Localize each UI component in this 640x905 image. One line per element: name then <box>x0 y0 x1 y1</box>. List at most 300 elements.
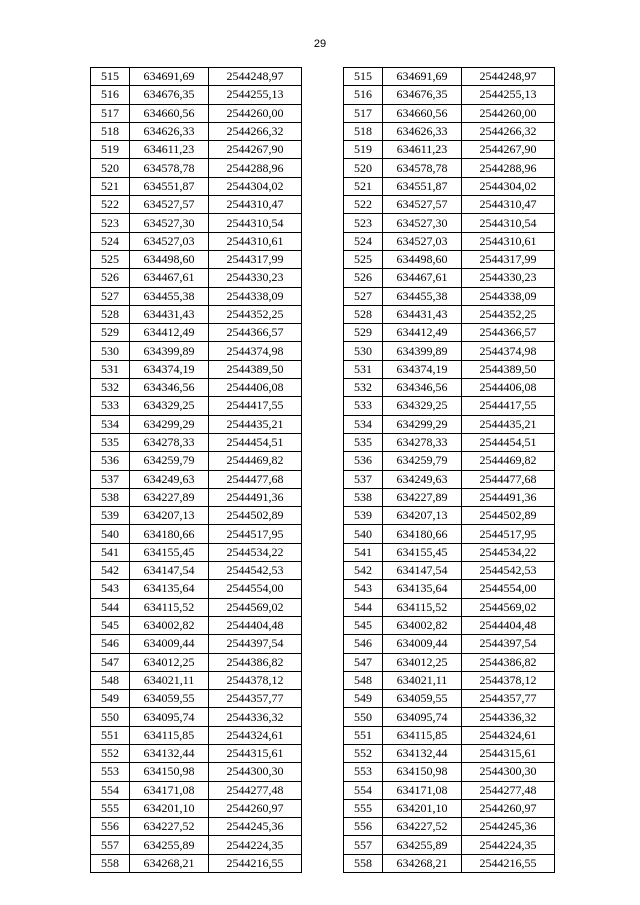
table-row <box>91 653 302 671</box>
x-coordinate-cell: 634255,89 <box>383 836 462 854</box>
x-coordinate-cell: 634259,79 <box>383 452 462 470</box>
x-coordinate-cell: 634527,57 <box>130 196 209 214</box>
table-row <box>91 232 302 250</box>
point-number-cell: 534 <box>344 415 383 433</box>
table-row <box>344 799 555 817</box>
point-number-cell: 546 <box>91 635 130 653</box>
table-row <box>91 305 302 323</box>
table-row <box>91 470 302 488</box>
table-row <box>91 836 302 854</box>
y-coordinate-cell: 2544255,13 <box>462 86 555 104</box>
x-coordinate-cell: 634255,89 <box>130 836 209 854</box>
table-row <box>344 305 555 323</box>
x-coordinate-cell: 634150,98 <box>383 763 462 781</box>
y-coordinate-cell: 2544315,61 <box>209 744 302 762</box>
x-coordinate-cell: 634021,11 <box>383 671 462 689</box>
y-coordinate-cell: 2544374,98 <box>209 342 302 360</box>
y-coordinate-cell: 2544317,99 <box>462 250 555 268</box>
table-row <box>344 470 555 488</box>
table-row <box>91 562 302 580</box>
point-number-cell: 518 <box>344 122 383 140</box>
point-number-cell: 541 <box>344 543 383 561</box>
point-number-cell: 547 <box>344 653 383 671</box>
x-coordinate-cell: 634132,44 <box>130 744 209 762</box>
table-row <box>344 177 555 195</box>
point-number-cell: 551 <box>344 726 383 744</box>
x-coordinate-cell: 634431,43 <box>130 305 209 323</box>
table-row <box>91 616 302 634</box>
table-row <box>344 86 555 104</box>
point-number-cell: 540 <box>91 525 130 543</box>
table-row <box>91 86 302 104</box>
y-coordinate-cell: 2544502,89 <box>462 507 555 525</box>
table-row <box>91 690 302 708</box>
point-number-cell: 549 <box>91 690 130 708</box>
x-coordinate-cell: 634180,66 <box>383 525 462 543</box>
x-coordinate-cell: 634012,25 <box>383 653 462 671</box>
table-row <box>91 799 302 817</box>
point-number-cell: 541 <box>91 543 130 561</box>
x-coordinate-cell: 634259,79 <box>130 452 209 470</box>
y-coordinate-cell: 2544267,90 <box>462 141 555 159</box>
point-number-cell: 537 <box>91 470 130 488</box>
point-number-cell: 515 <box>344 68 383 86</box>
y-coordinate-cell: 2544324,61 <box>462 726 555 744</box>
point-number-cell: 516 <box>91 86 130 104</box>
table-row <box>344 781 555 799</box>
table-row <box>91 397 302 415</box>
x-coordinate-cell: 634346,56 <box>383 379 462 397</box>
x-coordinate-cell: 634115,52 <box>383 598 462 616</box>
x-coordinate-cell: 634455,38 <box>383 287 462 305</box>
point-number-cell: 525 <box>344 250 383 268</box>
point-number-cell: 549 <box>344 690 383 708</box>
x-coordinate-cell: 634059,55 <box>130 690 209 708</box>
point-number-cell: 554 <box>344 781 383 799</box>
x-coordinate-cell: 634147,54 <box>130 562 209 580</box>
x-coordinate-cell: 634268,21 <box>130 854 209 872</box>
x-coordinate-cell: 634171,08 <box>130 781 209 799</box>
table-row <box>344 598 555 616</box>
point-number-cell: 531 <box>91 360 130 378</box>
table-row <box>344 653 555 671</box>
x-coordinate-cell: 634155,45 <box>130 543 209 561</box>
y-coordinate-cell: 2544245,36 <box>209 818 302 836</box>
y-coordinate-cell: 2544491,36 <box>462 488 555 506</box>
y-coordinate-cell: 2544554,00 <box>209 580 302 598</box>
table-row <box>91 104 302 122</box>
y-coordinate-cell: 2544357,77 <box>209 690 302 708</box>
x-coordinate-cell: 634095,74 <box>130 708 209 726</box>
y-coordinate-cell: 2544260,00 <box>462 104 555 122</box>
point-number-cell: 527 <box>344 287 383 305</box>
table-row <box>91 141 302 159</box>
y-coordinate-cell: 2544517,95 <box>462 525 555 543</box>
point-number-cell: 536 <box>91 452 130 470</box>
y-coordinate-cell: 2544248,97 <box>209 68 302 86</box>
point-number-cell: 536 <box>344 452 383 470</box>
table-row <box>91 781 302 799</box>
point-number-cell: 542 <box>344 562 383 580</box>
x-coordinate-cell: 634249,63 <box>130 470 209 488</box>
x-coordinate-cell: 634691,69 <box>383 68 462 86</box>
y-coordinate-cell: 2544366,57 <box>209 324 302 342</box>
table-row <box>91 324 302 342</box>
point-number-cell: 519 <box>344 141 383 159</box>
point-number-cell: 516 <box>344 86 383 104</box>
x-coordinate-cell: 634002,82 <box>130 616 209 634</box>
y-coordinate-cell: 2544378,12 <box>209 671 302 689</box>
y-coordinate-cell: 2544245,36 <box>462 818 555 836</box>
point-number-cell: 543 <box>91 580 130 598</box>
x-coordinate-cell: 634115,85 <box>130 726 209 744</box>
x-coordinate-cell: 634527,57 <box>383 196 462 214</box>
y-coordinate-cell: 2544435,21 <box>462 415 555 433</box>
x-coordinate-cell: 634346,56 <box>130 379 209 397</box>
table-row <box>344 818 555 836</box>
table-row <box>344 452 555 470</box>
x-coordinate-cell: 634278,33 <box>383 433 462 451</box>
x-coordinate-cell: 634180,66 <box>130 525 209 543</box>
point-number-cell: 545 <box>91 616 130 634</box>
y-coordinate-cell: 2544216,55 <box>209 854 302 872</box>
x-coordinate-cell: 634431,43 <box>383 305 462 323</box>
table-row <box>344 580 555 598</box>
y-coordinate-cell: 2544357,77 <box>462 690 555 708</box>
x-coordinate-cell: 634002,82 <box>383 616 462 634</box>
point-number-cell: 521 <box>344 177 383 195</box>
x-coordinate-cell: 634578,78 <box>383 159 462 177</box>
y-coordinate-cell: 2544404,48 <box>209 616 302 634</box>
x-coordinate-cell: 634660,56 <box>130 104 209 122</box>
y-coordinate-cell: 2544304,02 <box>462 177 555 195</box>
x-coordinate-cell: 634691,69 <box>130 68 209 86</box>
point-number-cell: 532 <box>344 379 383 397</box>
x-coordinate-cell: 634135,64 <box>130 580 209 598</box>
point-number-cell: 535 <box>344 433 383 451</box>
y-coordinate-cell: 2544542,53 <box>209 562 302 580</box>
table-row <box>344 690 555 708</box>
table-row <box>344 525 555 543</box>
y-coordinate-cell: 2544224,35 <box>462 836 555 854</box>
table-row <box>91 379 302 397</box>
x-coordinate-cell: 634249,63 <box>383 470 462 488</box>
x-coordinate-cell: 634551,87 <box>130 177 209 195</box>
x-coordinate-cell: 634147,54 <box>383 562 462 580</box>
y-coordinate-cell: 2544542,53 <box>462 562 555 580</box>
y-coordinate-cell: 2544352,25 <box>462 305 555 323</box>
point-number-cell: 522 <box>91 196 130 214</box>
table-row <box>91 196 302 214</box>
x-coordinate-cell: 634412,49 <box>130 324 209 342</box>
x-coordinate-cell: 634498,60 <box>130 250 209 268</box>
table-row <box>344 415 555 433</box>
table-row <box>91 763 302 781</box>
x-coordinate-cell: 634115,85 <box>383 726 462 744</box>
x-coordinate-cell: 634135,64 <box>383 580 462 598</box>
point-number-cell: 552 <box>344 744 383 762</box>
table-row <box>91 525 302 543</box>
point-number-cell: 554 <box>91 781 130 799</box>
x-coordinate-cell: 634329,25 <box>383 397 462 415</box>
table-row <box>344 159 555 177</box>
x-coordinate-cell: 634374,19 <box>383 360 462 378</box>
y-coordinate-cell: 2544260,00 <box>209 104 302 122</box>
y-coordinate-cell: 2544502,89 <box>209 507 302 525</box>
y-coordinate-cell: 2544366,57 <box>462 324 555 342</box>
y-coordinate-cell: 2544317,99 <box>209 250 302 268</box>
y-coordinate-cell: 2544330,23 <box>209 269 302 287</box>
table-row <box>91 250 302 268</box>
x-coordinate-cell: 634171,08 <box>383 781 462 799</box>
x-coordinate-cell: 634021,11 <box>130 671 209 689</box>
point-number-cell: 548 <box>91 671 130 689</box>
y-coordinate-cell: 2544477,68 <box>209 470 302 488</box>
y-coordinate-cell: 2544310,61 <box>209 232 302 250</box>
point-number-cell: 537 <box>344 470 383 488</box>
point-number-cell: 553 <box>91 763 130 781</box>
table-row <box>344 726 555 744</box>
y-coordinate-cell: 2544310,47 <box>462 196 555 214</box>
y-coordinate-cell: 2544477,68 <box>462 470 555 488</box>
table-row <box>344 562 555 580</box>
y-coordinate-cell: 2544310,61 <box>462 232 555 250</box>
x-coordinate-cell: 634676,35 <box>130 86 209 104</box>
point-number-cell: 526 <box>91 269 130 287</box>
x-coordinate-cell: 634626,33 <box>383 122 462 140</box>
y-coordinate-cell: 2544454,51 <box>462 433 555 451</box>
point-number-cell: 538 <box>91 488 130 506</box>
table-row <box>91 744 302 762</box>
point-number-cell: 550 <box>91 708 130 726</box>
point-number-cell: 558 <box>91 854 130 872</box>
x-coordinate-cell: 634201,10 <box>383 799 462 817</box>
point-number-cell: 527 <box>91 287 130 305</box>
table-row <box>344 324 555 342</box>
x-coordinate-cell: 634227,89 <box>383 488 462 506</box>
table-row <box>344 269 555 287</box>
y-coordinate-cell: 2544569,02 <box>462 598 555 616</box>
point-number-cell: 545 <box>344 616 383 634</box>
x-coordinate-cell: 634467,61 <box>383 269 462 287</box>
x-coordinate-cell: 634527,30 <box>383 214 462 232</box>
x-coordinate-cell: 634059,55 <box>383 690 462 708</box>
point-number-cell: 544 <box>344 598 383 616</box>
table-row <box>91 177 302 195</box>
y-coordinate-cell: 2544417,55 <box>462 397 555 415</box>
point-number-cell: 542 <box>91 562 130 580</box>
y-coordinate-cell: 2544260,97 <box>462 799 555 817</box>
x-coordinate-cell: 634009,44 <box>130 635 209 653</box>
table-row <box>344 488 555 506</box>
x-coordinate-cell: 634207,13 <box>130 507 209 525</box>
x-coordinate-cell: 634155,45 <box>383 543 462 561</box>
point-number-cell: 533 <box>91 397 130 415</box>
point-number-cell: 543 <box>344 580 383 598</box>
y-coordinate-cell: 2544469,82 <box>462 452 555 470</box>
table-row <box>344 232 555 250</box>
table-row <box>91 269 302 287</box>
point-number-cell: 520 <box>344 159 383 177</box>
table-row <box>344 360 555 378</box>
x-coordinate-cell: 634299,29 <box>383 415 462 433</box>
table-row <box>344 122 555 140</box>
y-coordinate-cell: 2544374,98 <box>462 342 555 360</box>
y-coordinate-cell: 2544336,32 <box>462 708 555 726</box>
table-row <box>91 214 302 232</box>
y-coordinate-cell: 2544389,50 <box>462 360 555 378</box>
page-number: 29 <box>313 38 327 50</box>
point-number-cell: 518 <box>91 122 130 140</box>
point-number-cell: 521 <box>91 177 130 195</box>
y-coordinate-cell: 2544435,21 <box>209 415 302 433</box>
table-row <box>344 68 555 86</box>
point-number-cell: 544 <box>91 598 130 616</box>
table-row <box>91 415 302 433</box>
y-coordinate-cell: 2544397,54 <box>462 635 555 653</box>
point-number-cell: 555 <box>91 799 130 817</box>
y-coordinate-cell: 2544300,30 <box>209 763 302 781</box>
y-coordinate-cell: 2544304,02 <box>209 177 302 195</box>
table-row <box>344 671 555 689</box>
point-number-cell: 534 <box>91 415 130 433</box>
point-number-cell: 524 <box>344 232 383 250</box>
y-coordinate-cell: 2544310,54 <box>462 214 555 232</box>
y-coordinate-cell: 2544397,54 <box>209 635 302 653</box>
y-coordinate-cell: 2544248,97 <box>462 68 555 86</box>
point-number-cell: 555 <box>344 799 383 817</box>
y-coordinate-cell: 2544406,08 <box>209 379 302 397</box>
point-number-cell: 539 <box>91 507 130 525</box>
y-coordinate-cell: 2544352,25 <box>209 305 302 323</box>
point-number-cell: 556 <box>344 818 383 836</box>
point-number-cell: 530 <box>344 342 383 360</box>
table-row <box>344 433 555 451</box>
x-coordinate-cell: 634268,21 <box>383 854 462 872</box>
y-coordinate-cell: 2544534,22 <box>462 543 555 561</box>
point-number-cell: 547 <box>91 653 130 671</box>
y-coordinate-cell: 2544277,48 <box>462 781 555 799</box>
x-coordinate-cell: 634551,87 <box>383 177 462 195</box>
point-number-cell: 517 <box>344 104 383 122</box>
point-number-cell: 515 <box>91 68 130 86</box>
table-row <box>344 379 555 397</box>
table-row <box>344 543 555 561</box>
table-row <box>344 836 555 854</box>
x-coordinate-cell: 634227,52 <box>383 818 462 836</box>
table-row <box>344 763 555 781</box>
y-coordinate-cell: 2544224,35 <box>209 836 302 854</box>
table-row <box>91 360 302 378</box>
point-number-cell: 538 <box>344 488 383 506</box>
x-coordinate-cell: 634009,44 <box>383 635 462 653</box>
x-coordinate-cell: 634676,35 <box>383 86 462 104</box>
x-coordinate-cell: 634278,33 <box>130 433 209 451</box>
y-coordinate-cell: 2544310,47 <box>209 196 302 214</box>
y-coordinate-cell: 2544491,36 <box>209 488 302 506</box>
table-row <box>344 104 555 122</box>
point-number-cell: 517 <box>91 104 130 122</box>
point-number-cell: 532 <box>91 379 130 397</box>
x-coordinate-cell: 634660,56 <box>383 104 462 122</box>
table-row <box>344 287 555 305</box>
coordinates-table-left <box>90 67 302 873</box>
point-number-cell: 546 <box>344 635 383 653</box>
point-number-cell: 528 <box>91 305 130 323</box>
x-coordinate-cell: 634329,25 <box>130 397 209 415</box>
table-row <box>91 580 302 598</box>
point-number-cell: 539 <box>344 507 383 525</box>
point-number-cell: 529 <box>91 324 130 342</box>
table-row <box>91 159 302 177</box>
point-number-cell: 533 <box>344 397 383 415</box>
table-row <box>344 196 555 214</box>
y-coordinate-cell: 2544338,09 <box>462 287 555 305</box>
x-coordinate-cell: 634611,23 <box>130 141 209 159</box>
point-number-cell: 553 <box>344 763 383 781</box>
table-row <box>91 342 302 360</box>
y-coordinate-cell: 2544338,09 <box>209 287 302 305</box>
x-coordinate-cell: 634227,89 <box>130 488 209 506</box>
point-number-cell: 557 <box>91 836 130 854</box>
y-coordinate-cell: 2544417,55 <box>209 397 302 415</box>
x-coordinate-cell: 634611,23 <box>383 141 462 159</box>
table-row <box>91 671 302 689</box>
y-coordinate-cell: 2544386,82 <box>209 653 302 671</box>
y-coordinate-cell: 2544255,13 <box>209 86 302 104</box>
point-number-cell: 552 <box>91 744 130 762</box>
x-coordinate-cell: 634455,38 <box>130 287 209 305</box>
y-coordinate-cell: 2544406,08 <box>462 379 555 397</box>
y-coordinate-cell: 2544260,97 <box>209 799 302 817</box>
x-coordinate-cell: 634527,30 <box>130 214 209 232</box>
point-number-cell: 550 <box>344 708 383 726</box>
point-number-cell: 520 <box>91 159 130 177</box>
y-coordinate-cell: 2544330,23 <box>462 269 555 287</box>
x-coordinate-cell: 634527,03 <box>383 232 462 250</box>
point-number-cell: 529 <box>344 324 383 342</box>
y-coordinate-cell: 2544386,82 <box>462 653 555 671</box>
point-number-cell: 523 <box>91 214 130 232</box>
point-number-cell: 528 <box>344 305 383 323</box>
table-row <box>91 68 302 86</box>
y-coordinate-cell: 2544569,02 <box>209 598 302 616</box>
y-coordinate-cell: 2544288,96 <box>209 159 302 177</box>
y-coordinate-cell: 2544288,96 <box>462 159 555 177</box>
point-number-cell: 531 <box>344 360 383 378</box>
table-row <box>91 635 302 653</box>
point-number-cell: 558 <box>344 854 383 872</box>
x-coordinate-cell: 634201,10 <box>130 799 209 817</box>
y-coordinate-cell: 2544389,50 <box>209 360 302 378</box>
y-coordinate-cell: 2544534,22 <box>209 543 302 561</box>
coordinates-table-right <box>343 67 555 873</box>
x-coordinate-cell: 634374,19 <box>130 360 209 378</box>
point-number-cell: 530 <box>91 342 130 360</box>
y-coordinate-cell: 2544300,30 <box>462 763 555 781</box>
point-number-cell: 526 <box>344 269 383 287</box>
y-coordinate-cell: 2544454,51 <box>209 433 302 451</box>
y-coordinate-cell: 2544216,55 <box>462 854 555 872</box>
table-row <box>91 488 302 506</box>
y-coordinate-cell: 2544554,00 <box>462 580 555 598</box>
table-row <box>91 708 302 726</box>
table-row <box>91 452 302 470</box>
x-coordinate-cell: 634578,78 <box>130 159 209 177</box>
x-coordinate-cell: 634527,03 <box>130 232 209 250</box>
table-row <box>91 287 302 305</box>
x-coordinate-cell: 634207,13 <box>383 507 462 525</box>
